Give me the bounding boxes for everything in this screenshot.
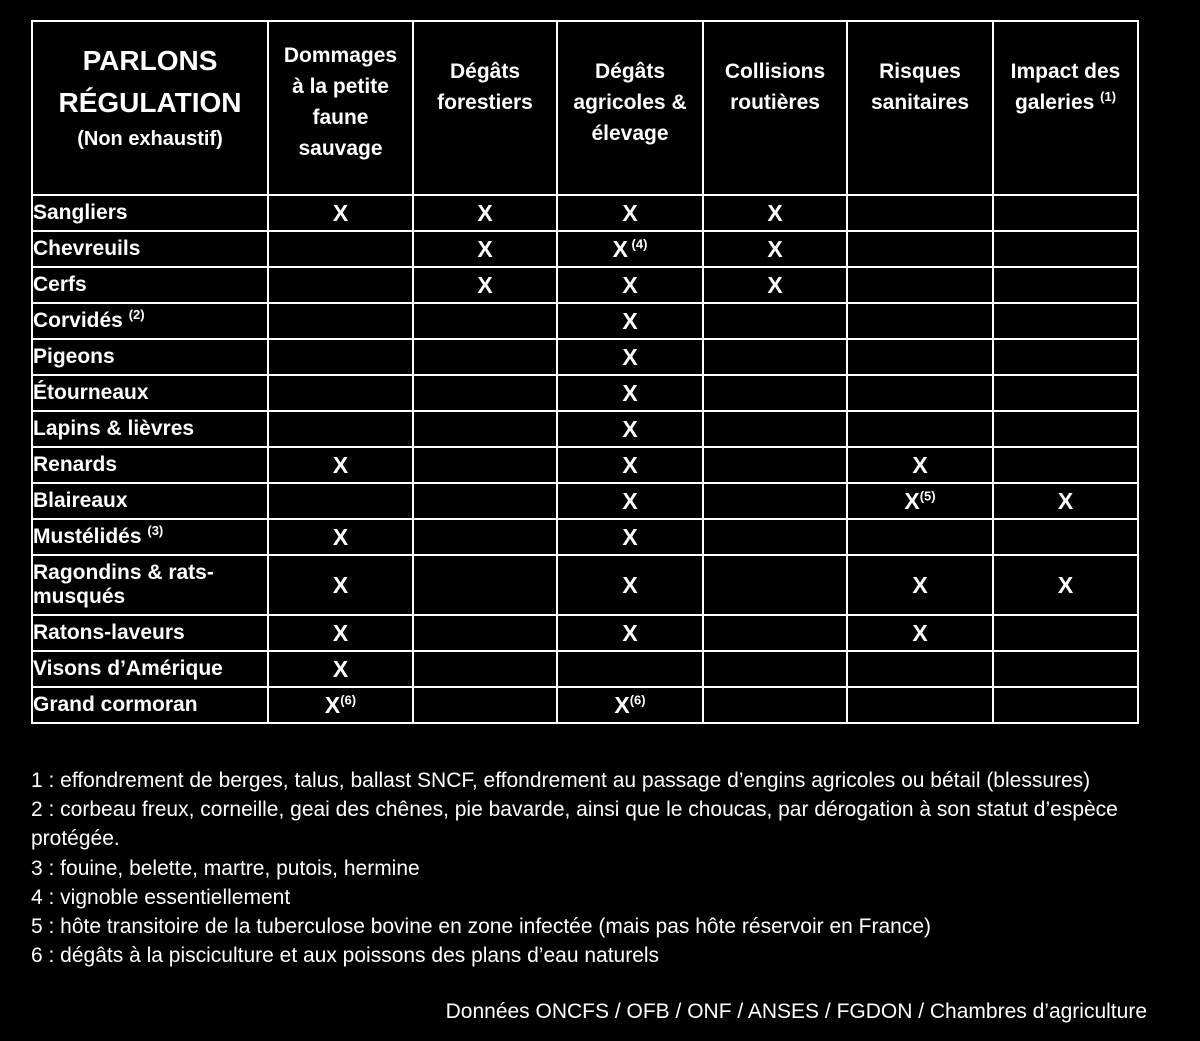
mark-cell — [847, 339, 993, 375]
mark: X — [622, 343, 638, 370]
mark-cell — [703, 483, 847, 519]
mark-cell — [413, 651, 557, 687]
mark: X — [622, 523, 638, 550]
mark-cell — [703, 303, 847, 339]
species-cell — [32, 231, 268, 267]
column-footnote-ref: (1) — [1100, 89, 1117, 104]
header-row — [32, 21, 1138, 195]
species-name: Lapins & lièvres — [33, 417, 195, 440]
mark-cell — [993, 687, 1138, 723]
mark: X — [622, 307, 638, 334]
mark-cell — [268, 231, 413, 267]
mark-cell — [703, 519, 847, 555]
column-header — [847, 21, 993, 195]
mark-cell — [557, 483, 703, 519]
mark-cell — [268, 483, 413, 519]
mark-cell — [557, 651, 703, 687]
mark-cell — [268, 447, 413, 483]
mark-cell — [557, 555, 703, 615]
mark-cell — [413, 519, 557, 555]
mark-cell — [268, 267, 413, 303]
mark: X — [912, 451, 928, 478]
mark-cell — [413, 195, 557, 231]
mark-cell — [847, 411, 993, 447]
mark-cell — [847, 267, 993, 303]
mark-cell — [557, 411, 703, 447]
column-label: Collisions routières — [724, 60, 826, 114]
table-row — [32, 267, 1138, 303]
species-cell — [32, 555, 268, 615]
table-row — [32, 483, 1138, 519]
mark-cell — [703, 447, 847, 483]
mark-footnote-ref: (4) — [627, 235, 648, 251]
title-line-1: PARLONS — [82, 45, 218, 76]
mark-footnote-ref: (6) — [629, 691, 646, 707]
table-row — [32, 555, 1138, 615]
mark: X — [912, 619, 928, 646]
mark-cell — [993, 303, 1138, 339]
table-row — [32, 231, 1138, 267]
mark: X — [477, 235, 493, 262]
species-name: Mustélidés — [33, 525, 142, 548]
mark-cell — [413, 447, 557, 483]
table-row — [32, 447, 1138, 483]
mark-cell — [413, 555, 557, 615]
mark-cell — [847, 447, 993, 483]
species-name: Blaireaux — [33, 489, 128, 512]
footnotes — [31, 766, 1171, 970]
column-label: Dommages à la petite faune sauvage — [283, 44, 398, 160]
mark-cell — [847, 519, 993, 555]
species-name: Cerfs — [33, 273, 87, 296]
mark-cell — [557, 195, 703, 231]
mark-footnote-ref: (6) — [340, 691, 357, 707]
species-name: Grand cormoran — [33, 693, 198, 716]
mark-cell — [993, 195, 1138, 231]
mark-cell — [413, 339, 557, 375]
species-cell — [32, 447, 268, 483]
table-row — [32, 195, 1138, 231]
mark-cell — [847, 375, 993, 411]
species-name: Chevreuils — [33, 237, 141, 260]
mark-cell — [557, 267, 703, 303]
mark-cell — [703, 651, 847, 687]
column-header — [557, 21, 703, 195]
mark: X — [324, 691, 341, 718]
mark-cell — [557, 375, 703, 411]
mark: X — [767, 271, 783, 298]
mark-cell — [268, 555, 413, 615]
mark-cell — [557, 519, 703, 555]
species-name: Renards — [33, 453, 118, 476]
species-cell — [32, 483, 268, 519]
column-label: Risques sanitaires — [870, 60, 970, 114]
mark: X — [622, 415, 638, 442]
table-row — [32, 303, 1138, 339]
mark: X — [622, 451, 638, 478]
mark: X — [612, 235, 628, 262]
mark: X — [912, 571, 928, 598]
mark: X — [904, 487, 920, 514]
table-title-cell — [32, 21, 268, 195]
mark-cell — [993, 375, 1138, 411]
mark-cell — [413, 267, 557, 303]
mark: X — [622, 487, 638, 514]
column-label: Dégâts forestiers — [437, 60, 533, 114]
table-body — [32, 195, 1138, 723]
species-name: Sangliers — [33, 201, 128, 224]
mark-cell — [993, 447, 1138, 483]
mark-footnote-ref: (5) — [919, 487, 936, 503]
mark: X — [477, 199, 493, 226]
mark-cell — [993, 651, 1138, 687]
mark-cell — [847, 483, 993, 519]
mark-cell — [993, 411, 1138, 447]
species-cell — [32, 687, 268, 723]
mark-cell — [557, 687, 703, 723]
mark-cell — [413, 411, 557, 447]
mark: X — [614, 691, 630, 718]
species-footnote-ref: (3) — [147, 523, 164, 538]
mark-cell — [703, 339, 847, 375]
mark-cell — [268, 615, 413, 651]
mark: X — [622, 571, 638, 598]
column-header — [703, 21, 847, 195]
mark-cell — [703, 231, 847, 267]
mark-cell — [413, 231, 557, 267]
mark-cell — [847, 651, 993, 687]
table-row — [32, 411, 1138, 447]
mark: X — [332, 655, 349, 682]
species-cell — [32, 411, 268, 447]
data-source: Données ONCFS / OFB / ONF / ANSES / FGDON / Chambres d’agriculture — [445, 1000, 1147, 1023]
mark-cell — [703, 555, 847, 615]
mark: X — [622, 379, 638, 406]
species-name: Étourneaux — [33, 381, 149, 404]
footnote-1: 1 : effondrement de berges, talus, ballast SNCF, effondrement au passage d’engins agricoles ou bétail (blessures) — [31, 769, 1091, 792]
table-row — [32, 687, 1138, 723]
column-header — [413, 21, 557, 195]
mark-cell — [703, 195, 847, 231]
species-name: Corvidés — [33, 309, 123, 332]
mark: X — [332, 619, 349, 646]
column-label: Impact des galeries — [1010, 60, 1121, 114]
mark-cell — [268, 375, 413, 411]
mark-cell — [847, 303, 993, 339]
mark-cell — [268, 195, 413, 231]
mark-cell — [847, 231, 993, 267]
mark-cell — [413, 687, 557, 723]
mark-cell — [557, 339, 703, 375]
footnote-4: 4 : vignoble essentiellement — [31, 885, 291, 909]
table-row — [32, 375, 1138, 411]
mark: X — [622, 619, 638, 646]
species-name: Ragondins & rats-musqués — [33, 561, 214, 608]
mark: X — [332, 199, 349, 226]
mark-cell — [268, 411, 413, 447]
mark-cell — [703, 687, 847, 723]
species-cell — [32, 615, 268, 651]
species-cell — [32, 195, 268, 231]
title-line-2: RÉGULATION — [58, 87, 242, 118]
species-name: Ratons-laveurs — [33, 621, 185, 644]
species-cell — [32, 267, 268, 303]
mark-cell — [993, 519, 1138, 555]
species-cell — [32, 651, 268, 687]
mark-cell — [268, 687, 413, 723]
mark: X — [767, 235, 783, 262]
mark-cell — [413, 483, 557, 519]
mark-cell — [557, 231, 703, 267]
regulation-table — [31, 20, 1139, 724]
mark-cell — [703, 411, 847, 447]
species-name: Pigeons — [33, 345, 115, 368]
mark-cell — [847, 687, 993, 723]
mark-cell — [557, 615, 703, 651]
column-label: Dégâts agricoles & élevage — [573, 60, 687, 145]
mark-cell — [557, 447, 703, 483]
mark-cell — [993, 339, 1138, 375]
species-footnote-ref: (2) — [128, 307, 145, 322]
mark-cell — [268, 651, 413, 687]
species-cell — [32, 519, 268, 555]
mark: X — [767, 199, 783, 226]
mark-cell — [847, 555, 993, 615]
mark-cell — [993, 555, 1138, 615]
column-header — [268, 21, 413, 195]
mark-cell — [703, 267, 847, 303]
species-name: Visons d’Amérique — [33, 657, 223, 680]
mark-cell — [847, 615, 993, 651]
mark: X — [332, 571, 349, 598]
title-subtitle: (Non exhaustif) — [77, 128, 223, 150]
species-cell — [32, 339, 268, 375]
mark-cell — [993, 615, 1138, 651]
table-row — [32, 651, 1138, 687]
mark: X — [1057, 487, 1074, 514]
mark-cell — [993, 483, 1138, 519]
mark-cell — [993, 231, 1138, 267]
mark: X — [622, 199, 638, 226]
mark-cell — [268, 303, 413, 339]
mark: X — [622, 271, 638, 298]
mark-cell — [268, 339, 413, 375]
mark: X — [1057, 571, 1074, 598]
mark-cell — [413, 615, 557, 651]
mark-cell — [557, 303, 703, 339]
species-cell — [32, 375, 268, 411]
table-row — [32, 339, 1138, 375]
mark: X — [332, 451, 349, 478]
table-row — [32, 615, 1138, 651]
footnote-3: 3 : fouine, belette, martre, putois, hermine — [31, 856, 420, 880]
mark: X — [332, 523, 349, 550]
mark: X — [477, 271, 493, 298]
mark-cell — [268, 519, 413, 555]
footnote-6: 6 : dégâts à la pisciculture et aux poissons des plans d’eau naturels — [31, 944, 660, 968]
mark-cell — [703, 375, 847, 411]
mark-cell — [413, 303, 557, 339]
mark-cell — [413, 375, 557, 411]
footnote-2: 2 : corbeau freux, corneille, geai des chênes, pie bavarde, ainsi que le choucas, par dérogation à son statut d’espèce protégée. — [31, 798, 1118, 851]
mark-cell — [847, 195, 993, 231]
table-row — [32, 519, 1138, 555]
mark-cell — [703, 615, 847, 651]
column-header — [993, 21, 1138, 195]
species-cell — [32, 303, 268, 339]
footnote-5: 5 : hôte transitoire de la tuberculose bovine en zone infectée (mais pas hôte réservoir en France) — [31, 915, 931, 939]
mark-cell — [993, 267, 1138, 303]
